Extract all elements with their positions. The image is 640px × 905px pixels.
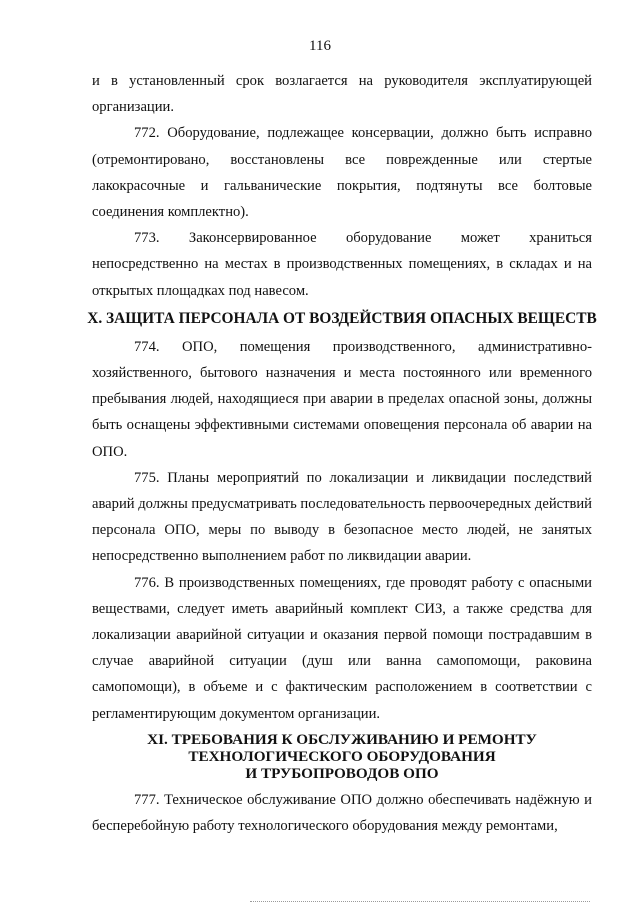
document-body [87,68,597,839]
paragraph-772: 772. Оборудование, подлежащее консервации, должно быть исправно (отремонтировано, восстановлены все поврежденные или стертые лакокрасочные и гальванические покрытия, подтянуты все болтовые соединения комплектно). [92,125,592,221]
section-heading-x: X. ЗАЩИТА ПЕРСОНАЛА ОТ ВОЗДЕЙСТВИЯ ОПАСНЫХ ВЕЩЕСТВ [87,309,597,327]
page-number: 116 [309,38,331,54]
paragraph-775: 775. Планы мероприятий по локализации и ликвидации последствий аварий должны предусматривать последовательность первоочередных действий персонала ОПО, меры по выводу в безопасное место людей, не занятых непосредственно выполнением работ по ликвидации аварии. [92,469,592,565]
section-heading-xi [92,731,592,782]
section-heading-xi-line-2: ТЕХНОЛОГИЧЕСКОГО ОБОРУДОВАНИЯ [188,747,496,765]
section-heading-xi-line-3: И ТРУБОПРОВОДОВ ОПО [245,764,439,782]
paragraph-777: 777. Техническое обслуживание ОПО должно обеспечивать надёжную и бесперебойную работу технологического оборудования между ремонтами, [92,791,592,835]
paragraph-continuation: и в установленный срок возлагается на руководителя эксплуатирующей организации. [92,73,592,116]
paragraph-776: 776. В производственных помещениях, где проводят работу с опасными веществами, следует иметь аварийный комплект СИЗ, а также средства для локализации аварийной ситуации и оказания первой помощи пострадавшим в случае аварийной ситуации (душ или ванна самопомощи, раковина самопомощи), в объеме и с фактическим расположением в соответствии с регламентирующим документом организации. [92,574,592,722]
section-heading-xi-line-1: XI. ТРЕБОВАНИЯ К ОБСЛУЖИВАНИЮ И РЕМОНТУ [147,730,537,748]
scan-edge-line [250,901,590,903]
paragraph-773: 773. Законсервированное оборудование может храниться непосредственно на местах в производственных помещениях, в складах и на открытых площадках под навесом. [92,230,592,299]
paragraph-774: 774. ОПО, помещения производственного, административно-хозяйственного, бытового назначения и места постоянного или временного пребывания людей, находящиеся при аварии в пределах опасной зоны, должны быть оснащены эффективными системами оповещения персонала об аварии на ОПО. [92,338,592,460]
